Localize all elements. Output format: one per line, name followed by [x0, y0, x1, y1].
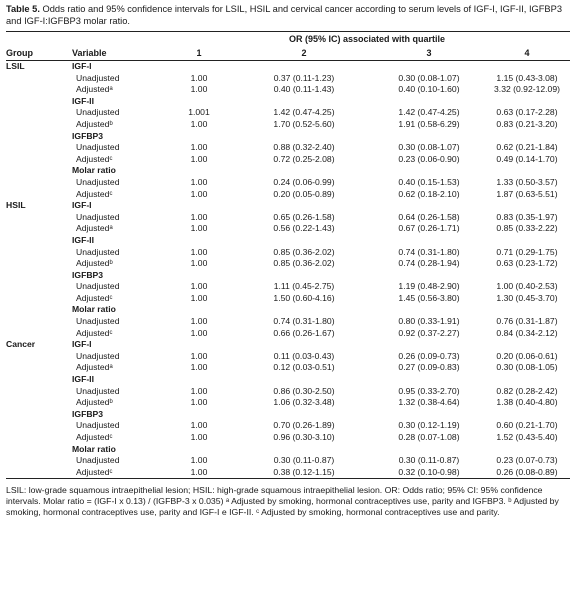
- row-variable-cell: Adjustedᵇ: [76, 258, 113, 269]
- row-variable-cell: Adjustedᵃ: [76, 84, 113, 95]
- row-quartile-4-cell: 0.20 (0.06-0.61): [496, 350, 558, 361]
- table-caption: [6, 4, 570, 27]
- row-quartile-2-cell: [234, 374, 374, 386]
- row-quartile-1-cell: [164, 235, 234, 247]
- row-quartile-4-cell: [484, 61, 570, 73]
- row-quartile-1-cell: 1.00: [190, 397, 208, 408]
- table-row: [6, 165, 570, 177]
- row-group-cell: HSIL: [6, 200, 26, 211]
- row-group-cell: [6, 119, 66, 131]
- row-group-cell: [6, 154, 66, 166]
- row-group-cell: [6, 142, 66, 154]
- row-group-cell: [6, 397, 66, 409]
- row-variable-cell: Unadjusted: [76, 107, 120, 118]
- table-row: [6, 281, 570, 293]
- row-quartile-3-cell: [374, 96, 484, 108]
- row-quartile-3-cell: 0.64 (0.26-1.58): [398, 211, 460, 222]
- table-row: [6, 119, 570, 131]
- row-quartile-4-cell: 1.00 (0.40-2.53): [496, 281, 558, 292]
- row-group-cell: [6, 247, 66, 259]
- row-group-cell: [6, 73, 66, 85]
- quartile-4-header: 4: [484, 46, 570, 61]
- row-quartile-3-cell: [374, 444, 484, 456]
- row-quartile-1-cell: 1.00: [190, 316, 208, 327]
- row-quartile-1-cell: 1.00: [190, 292, 208, 303]
- row-quartile-1-cell: [164, 374, 234, 386]
- row-quartile-3-cell: 0.30 (0.11-0.87): [398, 455, 460, 466]
- row-variable-cell: Adjustedᶜ: [66, 467, 164, 479]
- row-quartile-2-cell: 0.37 (0.11-1.23): [273, 72, 335, 83]
- row-quartile-4-cell: [484, 270, 570, 282]
- row-variable-cell: Unadjusted: [76, 176, 120, 187]
- row-quartile-3-cell: 0.80 (0.33-1.91): [398, 316, 460, 327]
- row-quartile-1-cell: 1.00: [190, 362, 208, 373]
- row-quartile-2-cell: 0.20 (0.05-0.89): [273, 188, 335, 199]
- row-quartile-4-cell: [484, 304, 570, 316]
- row-quartile-1-cell: [164, 96, 234, 108]
- row-group-cell: [6, 374, 66, 386]
- row-quartile-3-cell: 0.30 (0.12-1.19): [398, 420, 460, 431]
- row-quartile-1-cell: 1.00: [190, 350, 208, 361]
- row-quartile-4-cell: 0.23 (0.07-0.73): [496, 455, 558, 466]
- row-quartile-4-cell: [484, 165, 570, 177]
- row-group-cell: [6, 420, 66, 432]
- row-quartile-3-cell: 0.62 (0.18-2.10): [398, 188, 460, 199]
- row-quartile-3-cell: [374, 235, 484, 247]
- table-row: [6, 223, 570, 235]
- row-variable-cell: Unadjusted: [76, 420, 120, 431]
- row-quartile-2-cell: [234, 131, 374, 143]
- row-quartile-2-cell: 0.38 (0.12-1.15): [234, 467, 374, 479]
- odds-ratio-table: [6, 31, 570, 479]
- row-quartile-2-cell: 0.74 (0.31-1.80): [273, 316, 335, 327]
- group-column-header: Group: [6, 46, 66, 61]
- row-quartile-1-cell: 1.00: [190, 142, 208, 153]
- row-quartile-1-cell: 1.00: [190, 327, 208, 338]
- row-quartile-4-cell: [484, 96, 570, 108]
- row-variable-cell: Unadjusted: [76, 72, 120, 83]
- row-group-cell: [6, 304, 66, 316]
- row-quartile-4-cell: 1.52 (0.43-5.40): [496, 432, 558, 442]
- row-group-cell: [6, 386, 66, 398]
- row-group-cell: [6, 189, 66, 201]
- row-quartile-2-cell: 0.56 (0.22-1.43): [273, 223, 335, 234]
- row-quartile-2-cell: [234, 409, 374, 421]
- row-variable-cell: Unadjusted: [76, 455, 120, 466]
- row-variable-cell: Adjustedᶜ: [76, 188, 113, 199]
- row-quartile-4-cell: 0.49 (0.14-1.70): [496, 153, 558, 164]
- row-quartile-1-cell: 1.00: [190, 246, 208, 257]
- row-quartile-2-cell: 0.11 (0.03-0.43): [273, 350, 335, 361]
- table-row: [6, 235, 570, 247]
- row-quartile-1-cell: 1.00: [190, 72, 208, 83]
- row-quartile-2-cell: 0.30 (0.11-0.87): [273, 455, 335, 466]
- row-group-cell: [6, 455, 66, 467]
- quartile-1-header: 1: [164, 46, 234, 61]
- row-variable-cell: Molar ratio: [72, 165, 116, 176]
- row-variable-cell: Unadjusted: [76, 142, 120, 153]
- row-variable-cell: IGFBP3: [72, 408, 104, 419]
- row-quartile-2-cell: 1.42 (0.47-4.25): [273, 107, 335, 118]
- row-quartile-4-cell: [484, 409, 570, 421]
- row-group-cell: [6, 328, 66, 340]
- row-quartile-1-cell: [164, 270, 234, 282]
- row-group-cell: [6, 351, 66, 363]
- row-quartile-1-cell: 1.00: [190, 176, 208, 187]
- row-variable-cell: IGF-I: [72, 200, 92, 211]
- row-variable-cell: Unadjusted: [76, 316, 120, 327]
- row-variable-cell: Unadjusted: [76, 246, 120, 257]
- row-quartile-3-cell: 0.32 (0.10-0.98): [374, 467, 484, 479]
- row-variable-cell: IGFBP3: [72, 130, 104, 141]
- table-row: [6, 432, 570, 444]
- row-quartile-1-cell: [164, 409, 234, 421]
- row-quartile-3-cell: [374, 270, 484, 282]
- table-footnote: LSIL: low-grade squamous intraepithelial lesion; HSIL: high-grade squamous intraepithelial lesion. OR: Odds ratio; 95% CI: 95% confidence intervals. Molar ratio = (IGF-I x 0.13) / (IGFBP-3 x 0.035) ᵃ Adjusted by smoking, hormonal contraceptives use, parity and IGFBP3. ᵇ Adjusted by smoking, hormonal contraceptives use, parity and IGF-I e IGF-II. ᶜ Adjusted by smoking, hormonal contraceptives use and parity.: [6, 485, 559, 517]
- row-quartile-2-cell: [234, 96, 374, 108]
- table-row: [6, 304, 570, 316]
- row-quartile-2-cell: 0.85 (0.36-2.02): [273, 258, 335, 269]
- row-quartile-4-cell: 0.63 (0.23-1.72): [496, 258, 558, 269]
- row-quartile-4-cell: [484, 131, 570, 143]
- row-quartile-1-cell: [164, 61, 234, 73]
- row-quartile-2-cell: 0.85 (0.36-2.02): [273, 246, 335, 257]
- row-quartile-3-cell: 0.95 (0.33-2.70): [398, 385, 460, 396]
- row-quartile-1-cell: 1.00: [190, 211, 208, 222]
- row-quartile-4-cell: 0.60 (0.21-1.70): [496, 420, 558, 431]
- row-quartile-1-cell: 1.00: [190, 118, 208, 129]
- row-quartile-1-cell: 1.00: [190, 455, 208, 466]
- row-variable-cell: IGF-II: [72, 234, 94, 245]
- table-row: [6, 409, 570, 421]
- row-quartile-4-cell: 0.26 (0.08-0.89): [484, 467, 570, 479]
- row-quartile-3-cell: 1.45 (0.56-3.80): [398, 292, 460, 303]
- row-group-cell: [6, 270, 66, 282]
- quartile-2-header: 2: [234, 46, 374, 61]
- row-quartile-2-cell: 0.86 (0.30-2.50): [273, 385, 335, 396]
- row-quartile-2-cell: [234, 270, 374, 282]
- row-quartile-2-cell: 0.70 (0.26-1.89): [273, 420, 335, 431]
- table-row: [6, 339, 570, 351]
- table-row: [6, 84, 570, 96]
- row-quartile-1-cell: 1.001: [188, 107, 210, 118]
- table-row: [6, 189, 570, 201]
- row-quartile-2-cell: 1.06 (0.32-3.48): [273, 397, 335, 408]
- table-row: [6, 200, 570, 212]
- row-variable-cell: Unadjusted: [76, 211, 120, 222]
- row-quartile-4-cell: 0.82 (0.28-2.42): [496, 385, 558, 396]
- row-group-cell: [6, 258, 66, 270]
- row-quartile-2-cell: 1.50 (0.60-4.16): [273, 292, 335, 303]
- table-body: [6, 61, 570, 479]
- table-row: [6, 420, 570, 432]
- row-quartile-3-cell: 0.26 (0.09-0.73): [398, 350, 460, 361]
- row-quartile-3-cell: 0.67 (0.26-1.71): [398, 223, 460, 234]
- table-row: [6, 142, 570, 154]
- table-row: [6, 444, 570, 456]
- row-variable-cell: Adjustedᶜ: [76, 327, 113, 338]
- row-quartile-1-cell: 1.00: [164, 467, 234, 479]
- row-variable-cell: Molar ratio: [72, 304, 116, 315]
- row-group-cell: [6, 316, 66, 328]
- row-group-cell: [6, 96, 66, 108]
- row-quartile-1-cell: 1.00: [190, 223, 208, 234]
- row-variable-cell: Adjustedᵇ: [76, 118, 113, 129]
- row-quartile-4-cell: 1.87 (0.63-5.51): [496, 188, 558, 199]
- row-quartile-4-cell: 0.76 (0.31-1.87): [496, 316, 558, 327]
- table-row: [6, 455, 570, 467]
- row-group-cell: [6, 444, 66, 456]
- row-quartile-2-cell: [234, 235, 374, 247]
- table-row: [6, 328, 570, 340]
- row-quartile-3-cell: 0.92 (0.37-2.27): [398, 327, 460, 338]
- row-quartile-2-cell: 0.65 (0.26-1.58): [273, 211, 335, 222]
- row-quartile-2-cell: [234, 200, 374, 212]
- row-quartile-3-cell: [374, 61, 484, 73]
- row-variable-cell: IGF-II: [72, 95, 94, 106]
- row-quartile-3-cell: 0.28 (0.07-1.08): [398, 432, 460, 442]
- row-group-cell: [6, 293, 66, 305]
- row-group-cell: Cancer: [6, 339, 36, 350]
- row-quartile-4-cell: 0.83 (0.21-3.20): [496, 118, 558, 129]
- row-quartile-3-cell: 0.30 (0.08-1.07): [398, 72, 460, 83]
- row-quartile-1-cell: 1.00: [190, 432, 208, 442]
- row-quartile-2-cell: 0.40 (0.11-1.43): [273, 84, 335, 95]
- row-quartile-1-cell: [164, 200, 234, 212]
- row-group-cell: LSIL: [6, 61, 25, 71]
- table-row: [6, 154, 570, 166]
- row-group-cell: [6, 409, 66, 421]
- row-variable-cell: Adjustedᵃ: [76, 223, 113, 234]
- row-group-cell: [6, 165, 66, 177]
- row-quartile-3-cell: [374, 409, 484, 421]
- row-quartile-3-cell: [374, 304, 484, 316]
- row-quartile-1-cell: 1.00: [190, 281, 208, 292]
- row-quartile-2-cell: [234, 304, 374, 316]
- row-variable-cell: Adjustedᶜ: [76, 292, 113, 303]
- row-quartile-2-cell: [234, 339, 374, 351]
- row-quartile-4-cell: [484, 339, 570, 351]
- table-row: [6, 467, 570, 479]
- row-group-cell: [6, 235, 66, 247]
- row-quartile-3-cell: 0.30 (0.08-1.07): [398, 142, 460, 153]
- row-group-cell: [6, 223, 66, 235]
- row-quartile-3-cell: 1.42 (0.47-4.25): [398, 107, 460, 118]
- row-group-cell: [6, 467, 66, 479]
- row-quartile-1-cell: 1.00: [190, 188, 208, 199]
- row-quartile-4-cell: 1.38 (0.40-4.80): [496, 397, 558, 408]
- row-quartile-4-cell: 1.15 (0.43-3.08): [496, 72, 558, 83]
- row-quartile-3-cell: 1.19 (0.48-2.90): [398, 281, 460, 292]
- row-quartile-4-cell: [484, 235, 570, 247]
- row-quartile-3-cell: [374, 339, 484, 351]
- row-quartile-3-cell: 0.74 (0.28-1.94): [398, 258, 460, 269]
- row-group-cell: [6, 84, 66, 96]
- table-row: [6, 386, 570, 398]
- row-quartile-4-cell: 0.62 (0.21-1.84): [496, 142, 558, 153]
- row-variable-cell: Adjustedᵃ: [76, 362, 113, 373]
- table-row: [6, 258, 570, 270]
- row-variable-cell: Adjustedᶜ: [76, 432, 113, 442]
- row-quartile-1-cell: 1.00: [190, 420, 208, 431]
- row-quartile-3-cell: 1.91 (0.58-6.29): [398, 118, 460, 129]
- row-variable-cell: Adjustedᵇ: [76, 397, 113, 408]
- row-quartile-2-cell: [234, 165, 374, 177]
- row-variable-cell: IGFBP3: [72, 269, 104, 280]
- row-quartile-3-cell: [374, 131, 484, 143]
- row-quartile-1-cell: [164, 304, 234, 316]
- row-quartile-1-cell: [164, 131, 234, 143]
- table-row: [6, 316, 570, 328]
- row-quartile-4-cell: 0.85 (0.33-2.22): [496, 223, 558, 234]
- variable-column-header: Variable: [66, 46, 164, 61]
- table-row: [6, 362, 570, 374]
- quartile-3-header: 3: [374, 46, 484, 61]
- row-quartile-2-cell: 0.66 (0.26-1.67): [273, 327, 335, 338]
- row-quartile-2-cell: [234, 444, 374, 456]
- table-row: [6, 212, 570, 224]
- row-quartile-4-cell: 0.84 (0.34-2.12): [496, 327, 558, 338]
- row-quartile-3-cell: [374, 374, 484, 386]
- table-row: [6, 96, 570, 108]
- row-quartile-2-cell: 0.24 (0.06-0.99): [273, 176, 335, 187]
- table-row: [6, 397, 570, 409]
- row-quartile-3-cell: 0.74 (0.31-1.80): [398, 246, 460, 257]
- row-group-cell: [6, 432, 66, 444]
- row-group-cell: [6, 177, 66, 189]
- row-variable-cell: Molar ratio: [72, 443, 116, 454]
- row-quartile-1-cell: 1.00: [190, 84, 208, 95]
- table-row: [6, 374, 570, 386]
- row-quartile-2-cell: [234, 61, 374, 73]
- row-quartile-3-cell: 0.27 (0.09-0.83): [398, 362, 460, 373]
- row-quartile-2-cell: 0.88 (0.32-2.40): [273, 142, 335, 153]
- row-quartile-4-cell: [484, 444, 570, 456]
- caption-text: Odds ratio and 95% confidence intervals for LSIL, HSIL and cervical cancer according to serum levels of IGF-I, IGF-II, IGFBP3 and IGF-I:IGFBP3 molar ratio.: [6, 4, 563, 26]
- caption-label: Table 5.: [6, 4, 40, 14]
- row-quartile-4-cell: 0.30 (0.08-1.05): [496, 362, 558, 373]
- table-row: [6, 351, 570, 363]
- row-variable-cell: Unadjusted: [76, 350, 120, 361]
- row-quartile-4-cell: [484, 200, 570, 212]
- row-quartile-4-cell: [484, 374, 570, 386]
- row-quartile-3-cell: 0.40 (0.15-1.53): [398, 176, 460, 187]
- quartile-span-header: OR (95% IC) associated with quartile: [164, 32, 570, 47]
- row-quartile-4-cell: 0.83 (0.35-1.97): [496, 211, 558, 222]
- row-quartile-3-cell: [374, 165, 484, 177]
- row-quartile-1-cell: [164, 165, 234, 177]
- row-quartile-4-cell: 1.30 (0.45-3.70): [496, 292, 558, 303]
- row-group-cell: [6, 131, 66, 143]
- table-row: [6, 131, 570, 143]
- row-quartile-3-cell: [374, 200, 484, 212]
- table-row: [6, 293, 570, 305]
- row-quartile-1-cell: [164, 339, 234, 351]
- row-variable-cell: Unadjusted: [76, 385, 120, 396]
- row-quartile-1-cell: 1.00: [190, 258, 208, 269]
- row-quartile-2-cell: 0.96 (0.30-3.10): [273, 432, 335, 442]
- row-variable-cell: IGF-I: [72, 339, 92, 350]
- row-variable-cell: IGF-II: [72, 374, 94, 385]
- row-group-cell: [6, 362, 66, 374]
- row-group-cell: [6, 107, 66, 119]
- row-quartile-4-cell: 0.71 (0.29-1.75): [496, 246, 558, 257]
- row-variable-cell: Adjustedᶜ: [76, 153, 113, 164]
- row-quartile-1-cell: 1.00: [190, 153, 208, 164]
- table-row: [6, 61, 570, 73]
- row-quartile-1-cell: 1.00: [190, 385, 208, 396]
- table-row: [6, 247, 570, 259]
- row-quartile-4-cell: 0.63 (0.17-2.28): [496, 107, 558, 118]
- table-row: [6, 270, 570, 282]
- table-row: [6, 73, 570, 85]
- row-variable-cell: IGF-I: [72, 61, 92, 71]
- row-quartile-2-cell: 1.11 (0.45-2.75): [273, 281, 335, 292]
- row-group-cell: [6, 212, 66, 224]
- row-quartile-2-cell: 1.70 (0.52-5.60): [273, 118, 335, 129]
- row-quartile-1-cell: [164, 444, 234, 456]
- table-row: [6, 177, 570, 189]
- row-quartile-2-cell: 0.12 (0.03-0.51): [273, 362, 335, 373]
- row-quartile-2-cell: 0.72 (0.25-2.08): [273, 153, 335, 164]
- row-group-cell: [6, 281, 66, 293]
- table-row: [6, 107, 570, 119]
- row-quartile-3-cell: 0.40 (0.10-1.60): [398, 84, 460, 95]
- row-variable-cell: Unadjusted: [76, 281, 120, 292]
- row-quartile-4-cell: 1.33 (0.50-3.57): [496, 176, 558, 187]
- row-quartile-3-cell: 1.32 (0.38-4.64): [398, 397, 460, 408]
- row-quartile-4-cell: 3.32 (0.92-12.09): [494, 84, 560, 95]
- row-quartile-3-cell: 0.23 (0.06-0.90): [398, 153, 460, 164]
